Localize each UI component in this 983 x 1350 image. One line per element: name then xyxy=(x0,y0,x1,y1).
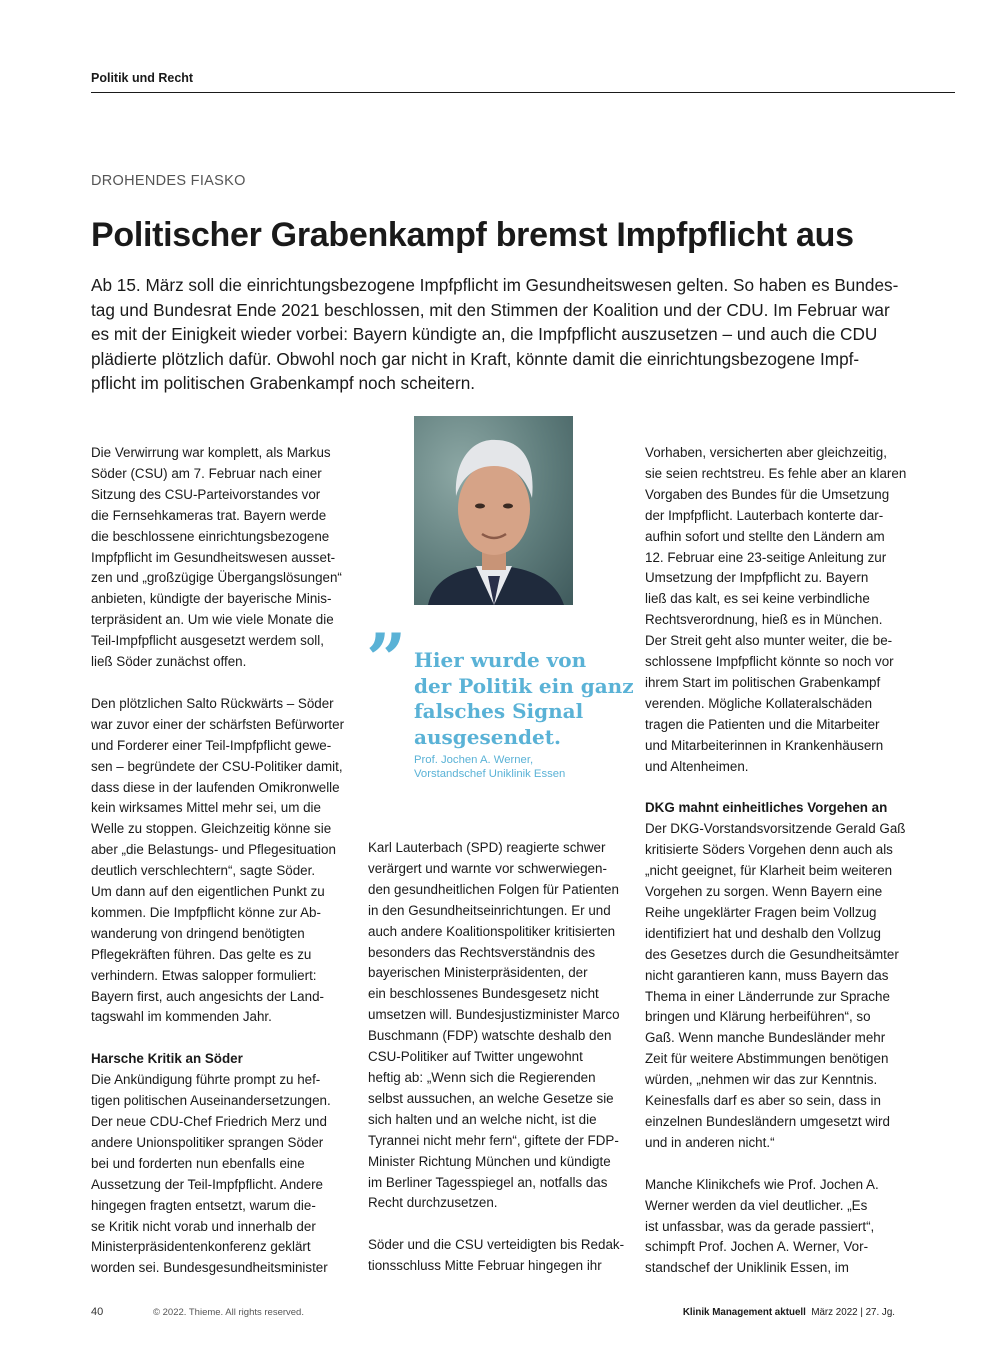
body-line: Zeit für weitere Abstimmungen benötigen xyxy=(645,1051,889,1067)
body-line: Vorhaben, versicherten aber gleichzeitig, xyxy=(645,445,887,460)
body-line: Tyrannei nicht mehr fern“, giftete der FDP- xyxy=(368,1132,619,1148)
body-line: Umsetzung der Impfpflicht zu. Bayern xyxy=(645,570,869,586)
body-line: des Gesetzes durch die Gesundheitsämter xyxy=(645,946,899,962)
pull-quote-line: falsches Signal xyxy=(414,699,584,723)
quote-mark-icon: ” xyxy=(366,618,407,701)
paragraph-gap xyxy=(645,778,897,799)
body-line: Keinesfalls darf es aber so sein, dass in xyxy=(645,1093,881,1109)
portrait-illustration xyxy=(414,416,573,605)
body-line: die Fernsehkameras trat. Bayern werde xyxy=(91,507,327,523)
body-line: den gesundheitlichen Folgen für Patienten xyxy=(368,881,619,897)
paragraph-gap xyxy=(91,1028,341,1049)
body-line: in den Gesundheitseinrichtungen. Er und xyxy=(368,902,611,918)
body-line: Reihe ungeklärter Fragen beim Vollzug xyxy=(645,904,877,920)
pull-quote-line: Hier wurde von xyxy=(414,648,587,672)
body-line: Werner werden da viel deutlicher. „Es xyxy=(645,1197,868,1213)
body-line: der Impfpflicht. Lauterbach konterte dar- xyxy=(645,507,884,523)
article-lead xyxy=(91,273,903,396)
copyright-notice: © 2022. Thieme. All rights reserved. xyxy=(153,1307,304,1318)
lead-line: tag und Bundesrat Ende 2021 beschlossen, mit den Stimmen der Koalition und der CDU. Im Februar war xyxy=(91,299,890,320)
body-line: Pflegekräften führen. Das gelte es zu xyxy=(91,946,312,962)
body-line: ließ das kalt, es sei keine verbindliche xyxy=(645,591,870,607)
body-line: und Mitarbeiterinnen in Krankenhäusern xyxy=(645,737,884,753)
body-line: 12. Februar eine 23-seitige Anleitung zur xyxy=(645,549,887,565)
body-line: kritisierte Söders Vorgehen denn auch als xyxy=(645,842,893,858)
body-line: se Kritik nicht vorab und innerhalb der xyxy=(91,1218,316,1234)
body-line: Der DKG-Vorstandsvorsitzende Gerald Gaß xyxy=(645,821,906,837)
body-line: hingegen fragten entsetzt, warum die- xyxy=(91,1197,316,1213)
pull-quote-line: der Politik ein ganz xyxy=(414,673,634,698)
body-line: deutlich verschlechtern“, sagte Söder. xyxy=(91,863,316,879)
body-line: ist unfassbar, was da gerade passiert“, xyxy=(645,1218,875,1234)
body-line: wanderung von dringend benötigten xyxy=(91,925,305,941)
subheading: DKG mahnt einheitliches Vorgehen an xyxy=(645,800,888,816)
lead-line: plädierte plötzlich dafür. Obwohl noch gar nicht in Kraft, könnte damit die einrichtungsbezogene Impf- xyxy=(91,348,860,369)
body-line: Rechtsverordnung, hieß es in München. xyxy=(645,612,883,628)
body-line: die beschlossene einrichtungsbezogene xyxy=(91,528,330,544)
body-line: Ministerpräsidentenkonferenz geklärt xyxy=(91,1239,311,1255)
body-line: heftig ab: „Wenn sich die Regierenden xyxy=(368,1069,596,1085)
pull-quote-attribution xyxy=(414,754,565,782)
body-line: standschef der Uniklinik Essen, im xyxy=(645,1260,849,1276)
body-line: tagswahl im kommenden Jahr. xyxy=(91,1009,272,1025)
body-line: und Altenheimen. xyxy=(645,758,749,774)
body-line: aufhin sofort und stellte den Ländern am xyxy=(645,528,885,544)
body-line: Bayern first, auch angesichts der Land- xyxy=(91,988,324,1004)
body-line: Um dann auf den eigentlichen Punkt zu xyxy=(91,884,325,900)
body-line: terpräsident an. Um wie viele Monate die xyxy=(91,612,334,628)
body-line: selbst aussuchen, an welche Gesetze sie xyxy=(368,1090,614,1106)
body-line: aber „die Belastungs- und Pflegesituation xyxy=(91,842,336,858)
body-line: bei und forderten nun ebenfalls eine xyxy=(91,1155,305,1171)
body-line: verärgert und warnte vor schwerwiegen- xyxy=(368,860,607,876)
article-kicker: DROHENDES FIASKO xyxy=(91,173,246,189)
body-line: Die Ankündigung führte prompt zu hef- xyxy=(91,1072,321,1088)
body-line: Buschmann (FDP) watschte deshalb den xyxy=(368,1028,612,1044)
body-line: umsetzen will. Bundesjustizminister Marco xyxy=(368,1007,620,1023)
body-line: Karl Lauterbach (SPD) reagierte schwer xyxy=(368,840,606,855)
body-line: Söder und die CSU verteidigten bis Redak- xyxy=(368,1237,625,1253)
body-line: ihrem Start im politischen Grabenkampf xyxy=(645,674,881,690)
body-line: Minister Richtung München und kündigte xyxy=(368,1153,611,1169)
pull-quote-line: ausgesendet. xyxy=(414,724,561,749)
lead-line: pflicht im politischen Grabenkampf noch scheitern. xyxy=(91,373,476,393)
body-line: Impfpflicht im Gesundheitswesen ausset- xyxy=(91,549,336,565)
body-line: zen und „großzügige Übergangslösungen“ xyxy=(91,570,342,586)
body-line: und Forderer einer Teil-Impfpflicht gewe- xyxy=(91,737,332,753)
body-line: einzelnen Bundesländern umgesetzt wird xyxy=(645,1114,890,1129)
body-line: Vorgehen zu sorgen. Wenn Bayern eine xyxy=(645,884,883,900)
text-column-right xyxy=(645,443,907,1279)
body-line: kein wirksames Mittel mehr sei, um die xyxy=(91,800,321,816)
body-line: sie seien rechtstreu. Es fehle aber an klaren xyxy=(645,465,907,481)
attribution-line: Vorstandschef Uniklinik Essen xyxy=(414,767,566,780)
body-line: kommen. Die Impfpflicht könne zur Ab- xyxy=(91,904,321,920)
body-line: tigen politischen Auseinandersetzungen. xyxy=(91,1093,331,1109)
body-line: war zuvor einer der schärfsten Befürworter xyxy=(91,716,345,732)
body-line: Thema in einer Länderrunde zur Sprache xyxy=(645,988,890,1004)
article-title: Politischer Grabenkampf bremst Impfpflicht aus xyxy=(91,216,854,254)
body-line: Den plötzlichen Salto Rückwärts – Söder xyxy=(91,695,334,711)
body-line: verenden. Mögliche Kollateralschäden xyxy=(645,695,873,711)
body-line: Der Streit geht also munter weiter, die be- xyxy=(645,633,893,649)
body-line: identifiziert hat und deshalb den Vollzug xyxy=(645,925,881,941)
body-line: bayerischen Ministerpräsidenten, der xyxy=(368,965,588,981)
body-line: Sitzung des CSU-Parteivorstandes vor xyxy=(91,486,321,502)
page-number: 40 xyxy=(91,1306,104,1318)
body-line: schimpft Prof. Jochen A. Werner, Vor- xyxy=(645,1239,869,1255)
body-line: tionsschluss Mitte Februar hingegen ihr xyxy=(368,1258,602,1274)
body-line: andere Unionspolitiker sprangen Söder xyxy=(91,1134,324,1150)
pull-quote xyxy=(414,648,634,750)
lead-line: Ab 15. März soll die einrichtungsbezogene Impfpflicht im Gesundheitswesen gelten. So haben es Bundes- xyxy=(91,275,899,295)
journal-issue: März 2022 | 27. Jg. xyxy=(811,1307,895,1318)
body-line: tragen die Patienten und die Mitarbeiter xyxy=(645,716,880,732)
journal-info xyxy=(683,1307,895,1318)
body-line: Recht durchzusetzen. xyxy=(368,1195,498,1211)
body-line: nicht garantieren kann, muss Bayern das xyxy=(645,967,889,983)
body-line: anbieten, kündigte der bayerische Minis- xyxy=(91,591,332,607)
body-line: Söder (CSU) am 7. Februar nach einer xyxy=(91,465,322,481)
journal-name: Klinik Management aktuell xyxy=(682,1307,806,1318)
photo-credit: © Uniklinik Essen xyxy=(971,851,980,913)
text-column-middle xyxy=(368,838,625,1277)
attribution-line: Prof. Jochen A. Werner, xyxy=(414,754,534,766)
body-line: besonders das Rechtsverständnis des xyxy=(368,944,596,960)
body-line: ließ Söder zunächst offen. xyxy=(91,654,247,670)
body-line: worden sei. Bundesgesundheitsminister xyxy=(91,1260,328,1276)
section-header: Politik und Recht xyxy=(91,71,194,85)
lead-line: es mit der Einigkeit wieder vorbei: Bayern kündigte an, die Impfpflicht auszusetzen – und auch die CDU xyxy=(91,324,878,344)
body-line: im Berliner Tagesspiegel an, notfalls das xyxy=(368,1174,608,1190)
body-line: bringen und Klärung herbeiführen“, so xyxy=(645,1009,871,1025)
paragraph-gap xyxy=(368,1214,620,1235)
body-line: und in anderen nicht.“ xyxy=(645,1134,775,1150)
body-line: Welle zu stoppen. Gleichzeitig könne sie xyxy=(91,821,332,837)
subheading: Harsche Kritik an Söder xyxy=(91,1051,243,1067)
paragraph-gap xyxy=(645,1154,897,1175)
body-line: Vorgaben des Bundes für die Umsetzung xyxy=(645,486,890,502)
body-line: würden, „nehmen wir das zur Kenntnis. xyxy=(645,1072,878,1088)
body-line: dass diese in der laufenden Omikronwelle xyxy=(91,779,340,795)
body-line: CSU-Politiker auf Twitter ungewohnt xyxy=(368,1049,583,1065)
body-line: verhindern. Etwas salopper formuliert: xyxy=(91,967,317,983)
body-line: sich halten und an welche nicht, ist die xyxy=(368,1111,597,1127)
paragraph-gap xyxy=(91,673,341,694)
body-line: sen – begründete der CSU-Politiker damit, xyxy=(91,758,343,774)
header-divider xyxy=(91,92,955,93)
body-line: Gaß. Wenn manche Bundesländer mehr xyxy=(645,1030,886,1046)
body-line: „nicht geeignet, für Klarheit beim weiteren xyxy=(645,863,893,879)
body-line: Die Verwirrung war komplett, als Markus xyxy=(91,445,331,460)
body-line: auch andere Koalitionspolitiker kritisierten xyxy=(368,923,616,939)
text-column-left xyxy=(91,443,345,1279)
body-line: Aussetzung der Teil-Impfpflicht. Andere xyxy=(91,1176,323,1192)
body-line: schlossene Impfpflicht könnte so noch vor xyxy=(645,654,894,670)
body-line: ein beschlossenes Bundesgesetz nicht xyxy=(368,986,599,1002)
body-line: Der neue CDU-Chef Friedrich Merz und xyxy=(91,1114,327,1129)
body-line: Manche Klinikchefs wie Prof. Jochen A. xyxy=(645,1176,879,1192)
body-line: Teil-Impfpflicht ausgesetzt werdem soll, xyxy=(91,633,324,649)
